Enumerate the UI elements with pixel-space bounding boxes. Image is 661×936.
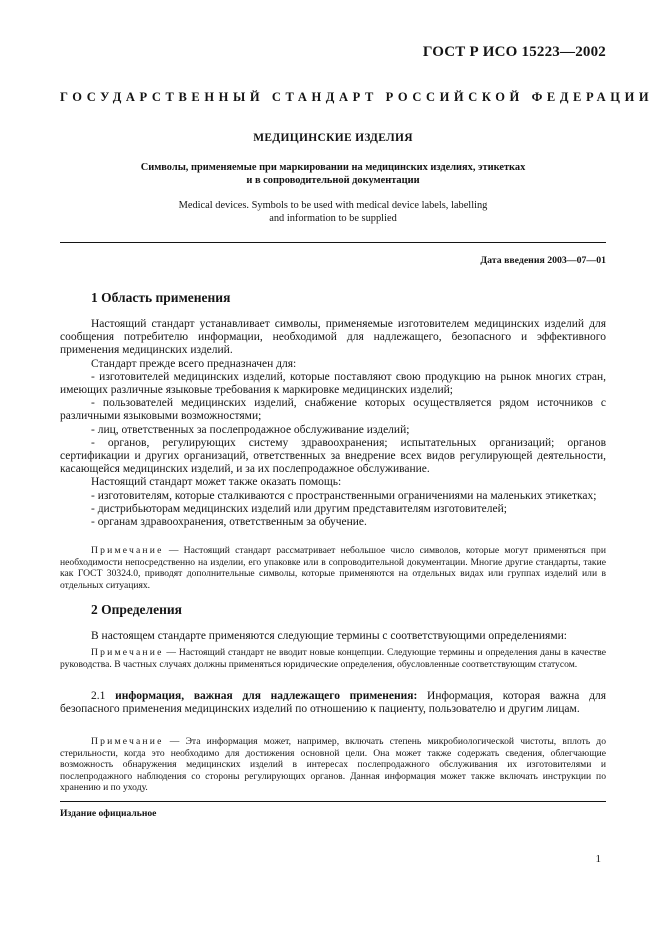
paragraph: В настоящем стандарте применяются следующие термины с соответствующими определениями: xyxy=(91,630,567,642)
section-2-note-2 xyxy=(60,736,606,794)
title-divider xyxy=(60,242,606,243)
issuing-agency: ГОСУДАРСТВЕННЫЙ СТАНДАРТ РОССИЙСКОЙ ФЕДЕРАЦИИ xyxy=(60,90,654,104)
note-label: Примечание xyxy=(91,545,164,556)
section-1-body xyxy=(60,318,606,529)
definition-text: Информация, которая важна для безопасного применения медицинских изделий по отношению к пациенту, пользователю и другим лицам. xyxy=(60,690,606,716)
paragraph: Стандарт прежде всего предназначен для: xyxy=(91,357,297,370)
list-item: - изготовителей медицинских изделий, которые поставляют свою продукцию на рынок многих стран, имеющих различные языковые требования к маркировке медицинских изделий; xyxy=(60,370,606,397)
introduction-date: Дата введения 2003—07—01 xyxy=(480,255,606,266)
paragraph: Настоящий стандарт устанавливает символы, применяемые изготовителем медицинских изделий для сообщения потребителю информации, необходимой для надлежащего, безопасного и эффективного применения медицинских изделий. xyxy=(60,318,606,357)
note-text: — Настоящий стандарт не вводит новые концепции. Следующие термины и определения даны в качестве руководства. В частных случаях должны применяться юридические определения, обусловленные соответствующим статусом. xyxy=(60,647,606,670)
document-id: ГОСТ Р ИСО 15223—2002 xyxy=(422,44,606,60)
english-title-line-1: Medical devices. Symbols to be used with medical device labels, labelling xyxy=(178,200,488,211)
document-title: МЕДИЦИНСКИЕ ИЗДЕЛИЯ xyxy=(253,132,413,144)
subtitle-line-1: Символы, применяемые при маркировании на медицинских изделиях, этикетках xyxy=(140,162,526,173)
note-label: Примечание xyxy=(91,647,164,658)
list-item: - дистрибьюторам медицинских изделий или другим представителям изготовителей; xyxy=(91,502,507,515)
note-label: Примечание xyxy=(91,736,164,747)
definition-2-1 xyxy=(60,690,606,716)
section-1-note xyxy=(60,545,606,591)
section-2-intro xyxy=(60,630,606,643)
document-subtitle xyxy=(95,161,571,187)
english-title xyxy=(120,200,546,225)
page-number: 1 xyxy=(595,853,601,865)
list-item: - лиц, ответственных за послепродажное обслуживание изделий; xyxy=(91,423,410,436)
list-item: - пользователей медицинских изделий, снабжение которых осуществляется рядом источников с различными языковыми возможностями; xyxy=(60,397,606,423)
list-item: - изготовителям, которые сталкиваются с пространственными ограничениями на маленьких этикетках; xyxy=(91,489,597,502)
definition-number: 2.1 xyxy=(91,690,106,702)
note-text: — Эта информация может, например, включать степень микробиологической чистоты, вплоть до стерильности, когда это необходимо для достижения основной цели. Она может также содержать сведения, облегчающие возможность обнаружения медицинских изделий в интересах послепродажного обслуживания их изготовителями и послепродажного наблюдения со стороны регулирующих органов. Данная информация может также включать инструкции по хранению и по уходу. xyxy=(60,736,606,794)
section-2-heading: 2 Определения xyxy=(91,602,182,617)
footer-divider xyxy=(60,801,606,802)
section-1-heading: 1 Область применения xyxy=(91,290,231,305)
list-item: - органов, регулирующих систему здравоохранения; испытательных организаций; органов сертификации и других организаций, ответственных за внедрение всех видов регулирующей деятельности, касающейся медицинских изделий, и за их послепродажное обслуживание. xyxy=(60,436,606,476)
section-2-note-1 xyxy=(60,647,606,670)
list-item: - органам здравоохранения, ответственным за обучение. xyxy=(91,516,367,529)
english-title-line-2: and information to be supplied xyxy=(269,212,397,224)
subtitle-line-2: и в сопроводительной документации xyxy=(246,175,420,186)
note-text: — Настоящий стандарт рассматривает небольшое число символов, которые могут применяться при необходимости непосредственно на изделии, его упаковке или в сопроводительной документации. Многие другие стандарты, такие как ГОСТ 30324.0, приводят дополнительные символы, которые применяются на отдельных видах или группах изделий или в отдельных ситуациях. xyxy=(60,545,606,591)
definition-term: информация, важная для надлежащего применения: xyxy=(115,690,418,702)
paragraph: Настоящий стандарт может также оказать помощь: xyxy=(91,476,342,489)
edition-label: Издание официальное xyxy=(60,808,157,819)
